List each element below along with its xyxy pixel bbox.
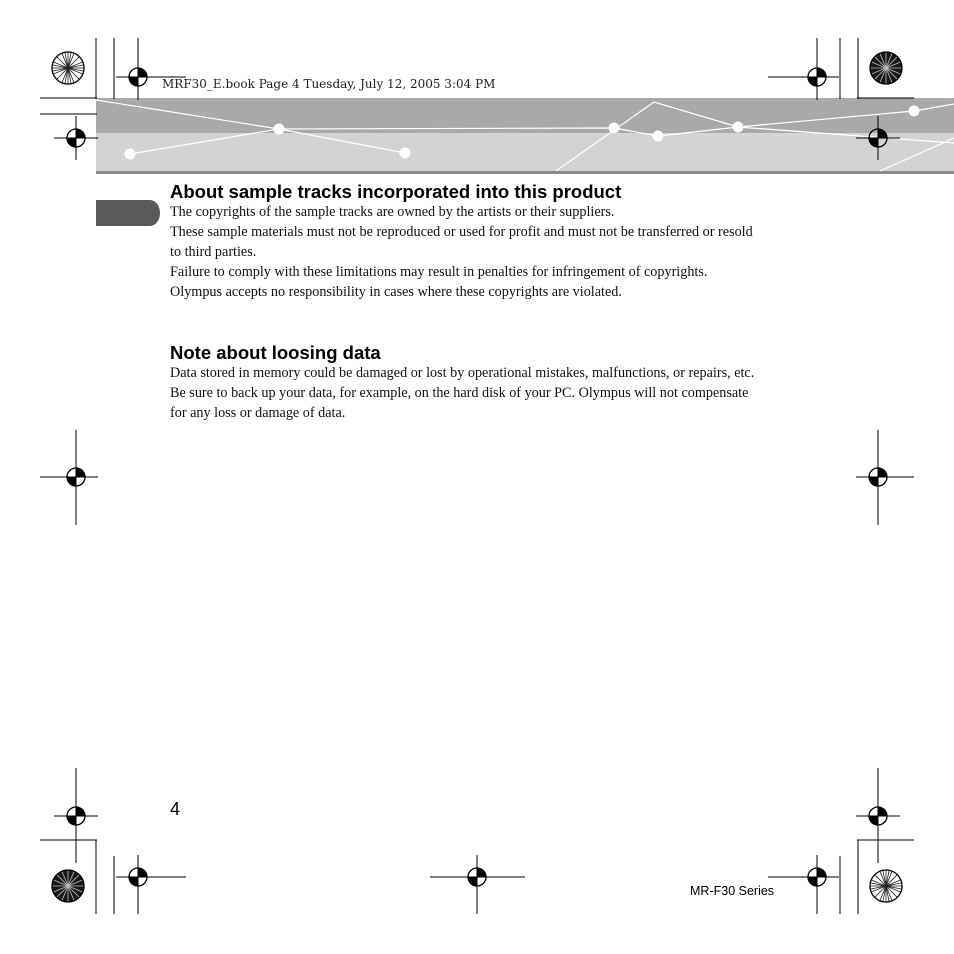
footer-series: MR-F30 Series — [690, 884, 775, 898]
section-heading-loosing-data: Note about loosing data — [170, 342, 381, 363]
calibration-star-marks — [52, 52, 902, 902]
page-number: 4 — [170, 799, 181, 819]
paragraph: Olympus accepts no responsibility in cases where these copyrights are violated. — [170, 284, 622, 300]
paragraph: These sample materials must not be reproduced or used for profit and must not be transferred or resold to third parties. — [170, 224, 753, 260]
paragraph: Data stored in memory could be damaged or lost by operational mistakes, malfunctions, or repairs, etc. Be sure to back up your data, for example, on the hard disk of your PC. Olympus will not compensate for any loss or damage of data. — [170, 365, 755, 421]
section-heading-sample-tracks: About sample tracks incorporated into this product — [170, 181, 622, 202]
print-header: MRF30_E.book Page 4 Tuesday, July 12, 2005 3:04 PM — [162, 77, 496, 91]
header-band — [96, 98, 954, 174]
section-body-sample-tracks — [170, 202, 760, 302]
paragraph: The copyrights of the sample tracks are owned by the artists or their suppliers. — [170, 204, 615, 220]
section-body-loosing-data — [170, 363, 760, 423]
paragraph: Failure to comply with these limitations may result in penalties for infringement of copyrights. — [170, 264, 708, 280]
side-tab — [96, 200, 160, 226]
